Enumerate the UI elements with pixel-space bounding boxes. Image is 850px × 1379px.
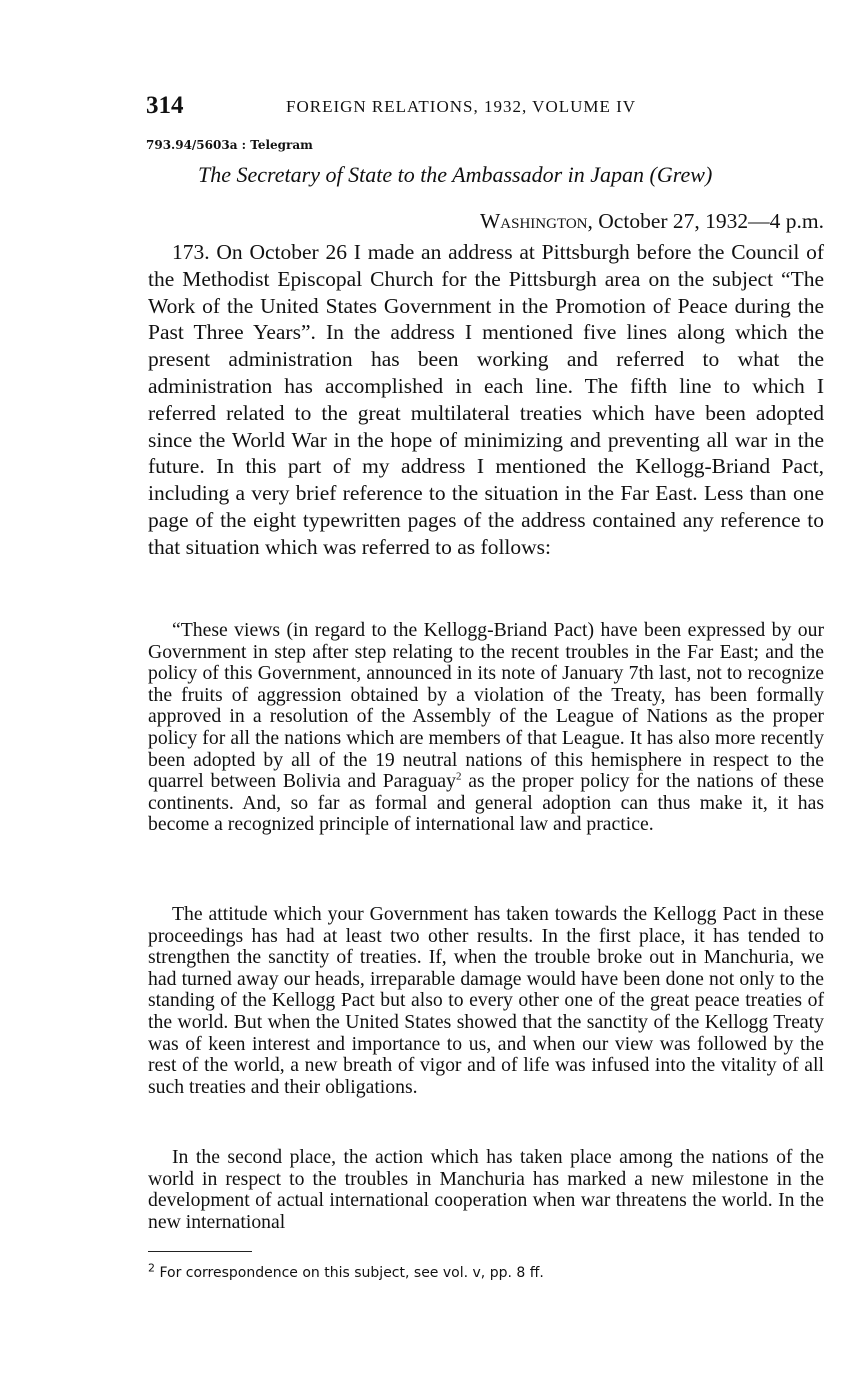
running-header [146,92,826,122]
quoted-paragraph-3: In the second place, the action which has taken place among the nations of the world in respect to the troubles in Manchuria has marked a new milestone in the development of actual international cooperation when war threatens the world. In the new international [148,1146,824,1233]
running-title: FOREIGN RELATIONS, 1932, VOLUME IV [286,97,637,116]
quoted-paragraph-1 [148,620,824,836]
dateline [480,209,824,234]
quote-1-text-before-ref: “These views (in regard to the Kellogg-Briand Pact) have been expressed by our Government in step after step relating to the recent troubles in the Far East; and the policy of this Government, announced in its note of January 7th last, not to recognize the fruits of aggression obtained by a violation of the Treaty, has been formally approved in a resolution of the Assembly of the League of Nations as the proper policy for all the nations which are members of that League. It has also more recently been adopted by all of the 19 neutral nations of this hemisphere in respect to the quarrel between Bolivia and Paraguay [148,619,824,793]
footnote-marker: 2 [148,1261,155,1275]
dateline-date: October 27, 1932—4 p.m. [598,209,824,233]
footnote-reference: 2 [455,770,462,783]
document-title: The Secretary of State to the Ambassador in Japan (Grew) [198,162,713,187]
file-identifier: 793.94/5603a : Telegram [146,138,313,152]
page-number: 314 [146,92,184,119]
quote-1-text-after-ref: as the proper policy for the nations of these continents. And, so far as formal and general adoption can thus make it, it has become a recognized principle of international law and practice. [148,770,824,836]
dateline-place: Washington, [480,209,593,233]
footnote-text: For correspondence on this subject, see vol. v, pp. 8 ff. [159,1265,544,1281]
footnote [148,1261,544,1281]
main-paragraph: 173. On October 26 I made an address at Pittsburgh before the Council of the Methodist Episcopal Church for the Pittsburgh area on the subject “The Work of the United States Government in the Promotion of Peace during the Past Three Years”. In the address I mentioned five lines along which the present administration has been working and referred to what the administration has accomplished in each line. The fifth line to which I referred related to the great multilateral treaties which have been adopted since the World War in the hope of minimizing and preventing all war in the future. In this part of my address I mentioned the Kellogg-Briand Pact, including a very brief reference to the situation in the Far East. Less than one page of the eight typewritten pages of the address contained any reference to that situation which was referred to as follows: [148,240,824,559]
quoted-paragraph-2: The attitude which your Government has taken towards the Kellogg Pact in these proceedings has had at least two other results. In the first place, it has tended to strengthen the sanctity of treaties. If, when the trouble broke out in Manchuria, we had turned away our heads, irreparable damage would have been done not only to the standing of the Kellogg Pact but also to every other one of the great peace treaties of the world. But when the United States showed that the sanctity of the Kellogg Treaty was of keen interest and importance to us, and when our view was followed by the rest of the world, a new breath of vigor and of life was infused into the vitality of all such treaties and their obligations. [148,903,824,1098]
footnote-divider [148,1251,252,1252]
